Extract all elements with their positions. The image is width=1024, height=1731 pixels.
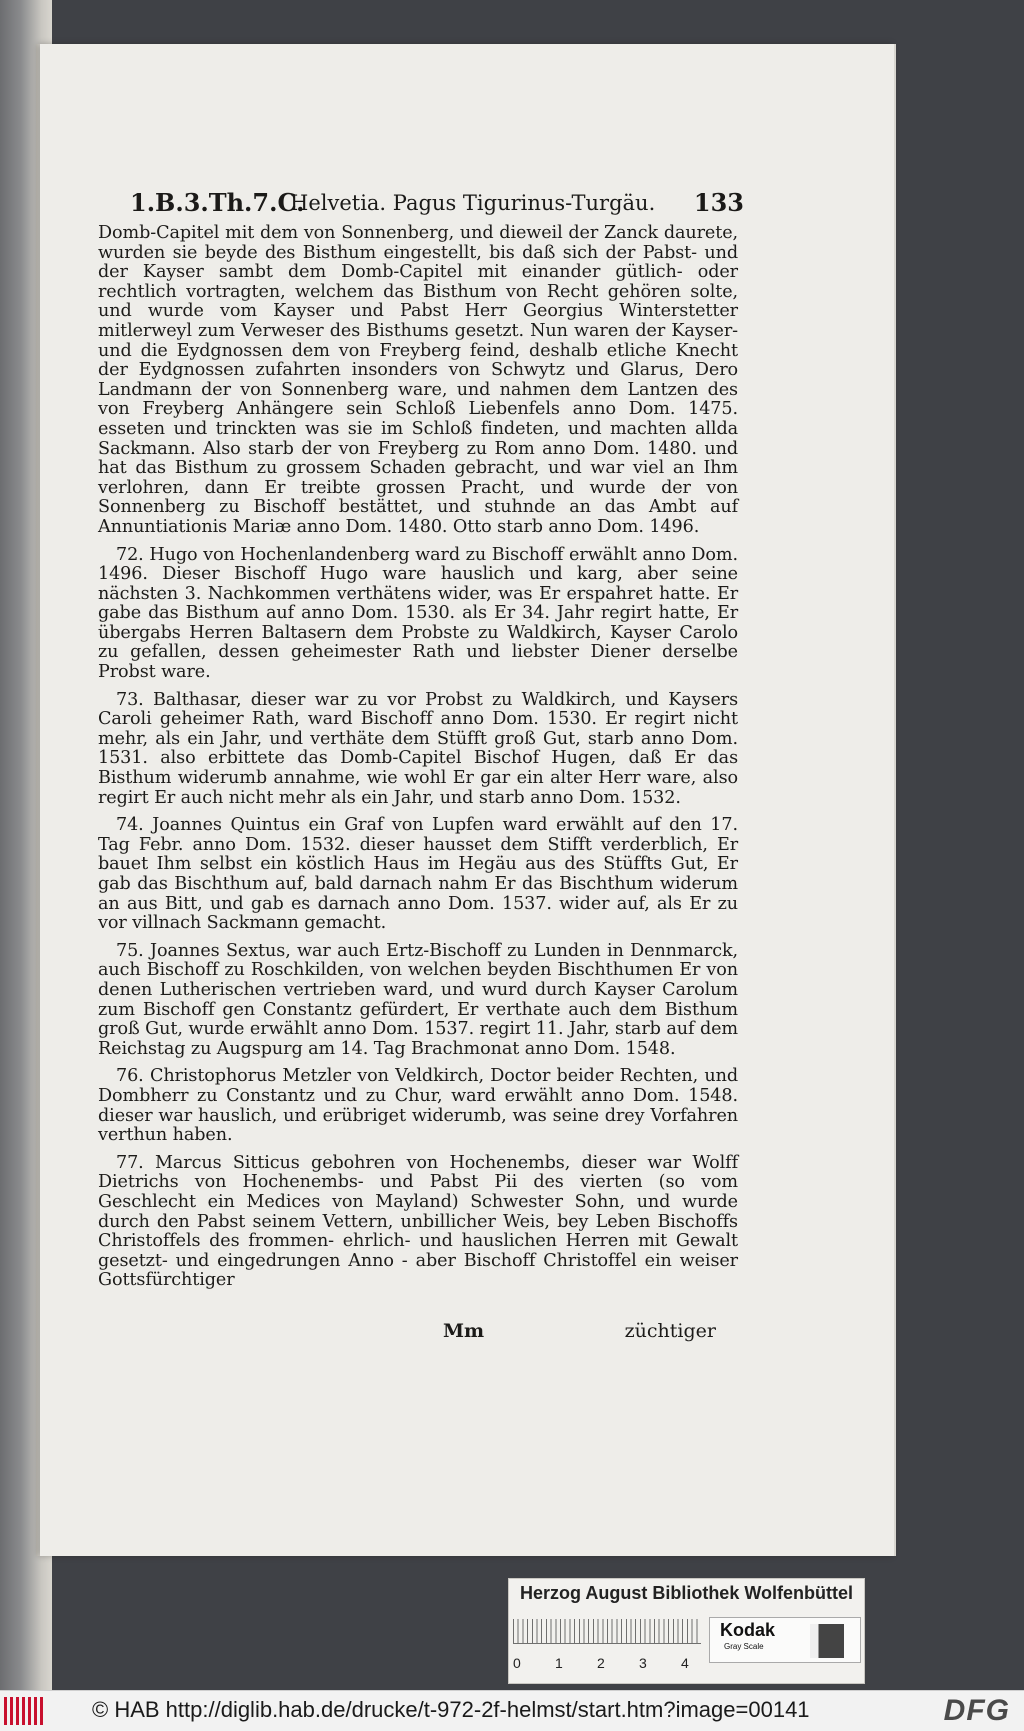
gray-patch: [810, 1624, 844, 1658]
library-name: Herzog August Bibliothek Wolfenbüttel: [520, 1583, 853, 1603]
signature-mark: Mm: [443, 1320, 485, 1342]
kodak-gray-scale: [709, 1617, 861, 1663]
kodak-label: Kodak: [720, 1620, 776, 1640]
paragraph-entry-76: 76. Christophorus Metzler von Veldkirch, Doctor beider Rechten, und Dombherr zu Constantz und zu Chur, ward erwählt anno Dom. 1548. dieser war hauslich, und erübriget widerumb, was seine drey Vorfahren verthun haben.: [98, 1066, 738, 1146]
paragraph-entry-77: 77. Marcus Sitticus gebohren von Hochenembs, dieser war Wolff Dietrichs von Hochenembs- und Pabst Pii des vierten (so vom Geschlecht ein Medices von Mayland) Schwester Sohn, und wurde durch den Pabst seinem Vettern, unbillicher Weis, bey Leben Bischoffs Christoffels des frommen- ehrlich- und hauslichen Herren mit Gewalt gesetzt- und eingedrungen Anno - aber Bischoff Christoffel ein weiser Gottsfürchtiger: [98, 1152, 738, 1291]
catchline: [98, 1320, 738, 1344]
paragraph-continuation: Domb-Capitel mit dem von Sonnenberg, und dieweil der Zanck daurete, wurden sie beyde des Bisthum eingestellt, bis daß sich der Pabst- und der Kayser sambt dem Domb-Capitel mit einander gütlich- oder rechtlich vortragten, welchem das Bisthum von Recht gehören solte, und wurde vom Kayser und Pabst Herr Georgius Winterstetter mitlerweyl zum Verweser des Bisthums gesetzt. Nun waren der Kayser- und die Eydgnossen dem von Freyberg feind, deshalb etliche Knecht der Eydgnossen zufahrten insonders von Schwytz und Glarus, Dero Landmann der von Sonnenberg ware, und nahmen dem Lantzen des von Freyberg Anhängere sein Schloß Liebenfels anno Dom. 1475. esseten und trinckten was sie im Schloß findeten, und machten allda Sackmann. Also starb der von Freyberg zu Rom anno Dom. 1480. und hat das Bisthum zu grossem Schaden gebracht, und war viel an Ihm verlohren, dann Er treibte grossen Pracht, und wurde der von Sonnenberg zu Bischoff bestättet, und stuhnde an das Ambt auf Annuntiationis Mariæ anno Dom. 1480. Otto starb anno Dom. 1496.: [98, 223, 738, 537]
running-head-title: Helvetia. Pagus Tigurinus-Turgäu.: [290, 191, 656, 215]
paragraph-entry-75: 75. Joannes Sextus, war auch Ertz-Bischoff zu Lunden in Dennmarck, auch Bischoff zu Roschkilden, von welchen beyden Bischthumen Er von denen Lutherischen vertrieben ward, und wurd durch Kayser Carolum zum Bischoff gen Constantz gefürdert, Er verthate auch dem Bisthum groß Gut, wurde erwählt anno Dom. 1537. regirt 11. Jahr, starb auf dem Reichstag zu Augspurg am 14. Tag Brachmonat anno Dom. 1548.: [98, 940, 738, 1059]
ruler-tick-label: 3: [639, 1655, 647, 1671]
paragraph-entry-74: 74. Joannes Quintus ein Graf von Lupfen ward erwählt auf den 17. Tag Febr. anno Dom. 1532. dieser hausset dem Stifft verderblich, Er bauet Ihm selbst ein köstlich Haus im Hegäu aus des Stüffts Gut, Er gab das Bischthum auf, bald darnach nahm Er das Bischthum widerum an aus Bitt, und gab es darnach anno Dom. 1537. wider auf, als Er zu vor villnach Sackmann gemacht.: [98, 815, 738, 934]
catchword: züchtiger: [624, 1320, 716, 1342]
scale-ruler: [513, 1619, 701, 1644]
paragraph-entry-73: 73. Balthasar, dieser war zu vor Probst zu Waldkirch, und Kaysers Caroli geheimer Rath, ward Bischoff anno Dom. 1530. Er regirt nicht mehr, als ein Jahr, und verthäte dem Stüfft groß Gut, starb anno Dom. 1531. also erbittete das Domb-Capitel Bischof Hugen, daß Er das Bisthum widerumb annahme, wie wohl Er gar ein alter Herr ware, also regirt Er auch nicht mehr als ein Jahr, und starb anno Dom. 1532.: [98, 689, 738, 808]
ruler-tick-label: 1: [555, 1655, 563, 1671]
body-text: [98, 224, 738, 1299]
running-head: [130, 186, 744, 220]
paragraph-entry-72: 72. Hugo von Hochenlandenberg ward zu Bischoff erwählt anno Dom. 1496. Dieser Bischoff Hugo ware hauslich und karg, aber seine nächsten 3. Nachkommen verthätens wider, was Er erspahret hatte. Er gabe das Bisthum auf anno Dom. 1530. als Er 34. Jahr regirt hatte, Er übergabs Herren Baltasern dem Probste zu Waldkirch, Kayser Carolo zu gefallen, dessen geheimester Rath und liebster Diener derselbe Probst ware.: [98, 544, 738, 683]
page-number: 133: [693, 188, 744, 217]
ruler-tick-label: 2: [597, 1655, 605, 1671]
color-calibration-bar: [508, 1578, 865, 1684]
ruler-tick-label: 4: [681, 1655, 689, 1671]
viewer-footer: [0, 1690, 1024, 1731]
running-head-section: 1.B.3.Th.7.C.: [130, 188, 305, 217]
ruler-tick-label: 0: [513, 1655, 521, 1671]
copyright-url[interactable]: © HAB http://diglib.hab.de/drucke/t-972-2f-helmst/start.htm?image=00141: [92, 1697, 810, 1722]
hab-logo-icon: [4, 1697, 44, 1725]
gray-scale-label: Gray Scale: [724, 1642, 764, 1651]
dfg-logo: DFG: [943, 1694, 1010, 1727]
